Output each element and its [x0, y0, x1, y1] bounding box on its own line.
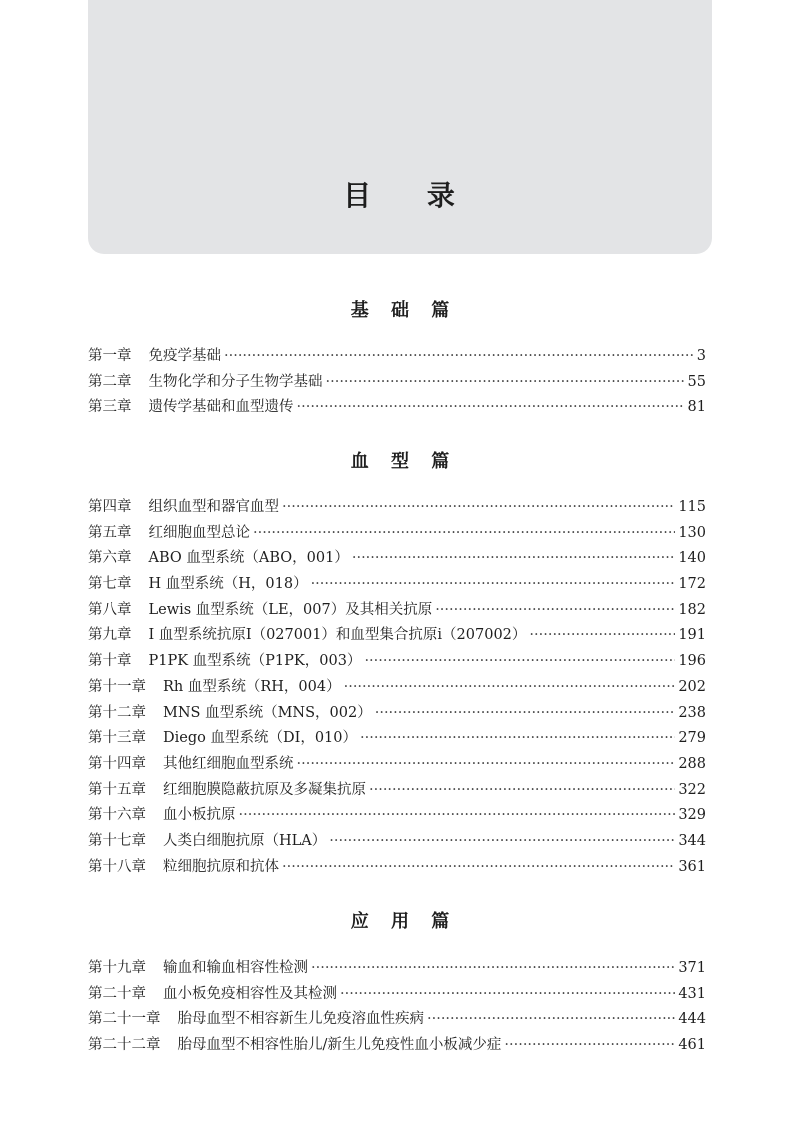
chapter-title: 血小板抗原 [163, 807, 236, 824]
chapter-title: 其他红细胞血型系统 [163, 755, 294, 772]
chapter-number: 第二十二章 [88, 1037, 161, 1054]
dot-leader [529, 623, 675, 649]
toc-entry[interactable] [88, 344, 706, 370]
page-number: 81 [687, 399, 706, 416]
toc-entry[interactable] [88, 701, 706, 727]
chapter-number: 第八章 [88, 601, 132, 618]
page-number: 361 [678, 858, 706, 875]
section-title-blood-group: 血 型 篇 [350, 451, 450, 472]
chapter-title: MNS 血型系统（MNS，002） [163, 704, 372, 721]
dot-leader [282, 495, 675, 521]
dot-leader [311, 572, 676, 598]
chapter-title: Rh 血型系统（RH，004） [163, 678, 341, 695]
toc-entry[interactable] [88, 649, 706, 675]
dot-leader [253, 521, 675, 547]
dot-leader [344, 675, 676, 701]
chapter-title: 生物化学和分子生物学基础 [148, 373, 323, 390]
dot-leader [297, 752, 676, 778]
page-number: 140 [678, 550, 706, 567]
chapter-title: Lewis 血型系统（LE，007）及其相关抗原 [148, 601, 433, 618]
dot-leader [375, 701, 676, 727]
dot-leader [369, 778, 675, 804]
dot-leader [435, 598, 675, 624]
chapter-title: 输血和输血相容性检测 [163, 960, 308, 976]
page-number: 344 [678, 832, 706, 849]
page-number: 55 [687, 373, 706, 390]
toc-entry[interactable] [88, 829, 706, 855]
chapter-number: 第十三章 [88, 730, 146, 747]
chapter-number: 第九章 [88, 627, 132, 644]
chapter-title: P1PK 血型系统（P1PK，003） [148, 653, 362, 670]
toc-entry[interactable] [88, 803, 706, 829]
chapter-number: 第十七章 [88, 832, 146, 849]
dot-leader [340, 982, 675, 1008]
toc-entry[interactable] [88, 752, 706, 778]
chapter-number: 第六章 [88, 550, 132, 567]
page-number: 329 [678, 807, 706, 824]
page-number: 191 [678, 627, 706, 644]
chapter-number: 第十一章 [88, 678, 146, 695]
chapter-number: 第一章 [88, 348, 132, 364]
dot-leader [329, 829, 675, 855]
toc-entry[interactable] [88, 778, 706, 804]
page-number: 288 [678, 755, 706, 772]
toc-entry[interactable] [88, 521, 706, 547]
toc-entry[interactable] [88, 495, 706, 521]
chapter-title: 粒细胞抗原和抗体 [163, 858, 279, 875]
dot-leader [326, 370, 685, 396]
toc-entry[interactable] [88, 982, 706, 1008]
chapter-title: Diego 血型系统（DI，010） [163, 730, 357, 747]
page-number: 461 [678, 1037, 706, 1054]
chapter-title: 胎母血型不相容性胎儿/新生儿免疫性血小板减少症 [177, 1037, 502, 1054]
page-number: 238 [678, 704, 706, 721]
toc-entry[interactable] [88, 623, 706, 649]
toc-entry[interactable] [88, 726, 706, 752]
header-band [88, 0, 712, 254]
chapter-title: ABO 血型系统（ABO，001） [148, 550, 349, 567]
page-number: 182 [678, 601, 706, 618]
chapter-number: 第十四章 [88, 755, 146, 772]
chapter-number: 第十六章 [88, 807, 146, 824]
toc-entry[interactable] [88, 675, 706, 701]
dot-leader [282, 855, 675, 881]
dot-leader [360, 726, 675, 752]
page-number: 322 [678, 781, 706, 798]
chapter-number: 第四章 [88, 499, 132, 515]
chapter-number: 第七章 [88, 576, 132, 593]
chapter-number: 第二十一章 [88, 1011, 161, 1028]
dot-leader [352, 546, 675, 572]
chapter-title: 组织血型和器官血型 [148, 499, 279, 515]
chapter-number: 第三章 [88, 399, 132, 416]
dot-leader [427, 1007, 675, 1033]
dot-leader [504, 1033, 675, 1059]
section-title-basic: 基 础 篇 [350, 300, 450, 321]
chapter-title: 胎母血型不相容新生儿免疫溶血性疾病 [177, 1011, 424, 1028]
page-number: 196 [678, 653, 706, 670]
page-number: 115 [678, 499, 706, 515]
toc-entry[interactable] [88, 855, 706, 881]
chapter-title: 红细胞膜隐蔽抗原及多凝集抗原 [163, 781, 366, 798]
page-number: 202 [678, 678, 706, 695]
page-number: 3 [696, 348, 706, 364]
chapter-title: 人类白细胞抗原（HLA） [163, 832, 327, 849]
chapter-number: 第十九章 [88, 960, 146, 976]
toc-entry[interactable] [88, 956, 706, 982]
dot-leader [311, 956, 675, 982]
toc-section-application [88, 956, 706, 1059]
toc-entry[interactable] [88, 370, 706, 396]
page-number: 130 [678, 524, 706, 541]
dot-leader [224, 344, 694, 370]
chapter-title: I 血型系统抗原I（027001）和血型集合抗原i（207002） [148, 627, 527, 644]
page-number: 444 [678, 1011, 706, 1028]
page-title: 目 录 [343, 179, 457, 212]
page-number: 172 [678, 576, 706, 593]
chapter-title: 血小板免疫相容性及其检测 [163, 985, 337, 1002]
toc-section-basic [88, 344, 706, 421]
chapter-number: 第二章 [88, 373, 132, 390]
dot-leader [239, 803, 676, 829]
chapter-number: 第十二章 [88, 704, 146, 721]
chapter-title: H 血型系统（H，018） [148, 576, 308, 593]
chapter-number: 第十八章 [88, 858, 146, 875]
toc-section-blood-group [88, 495, 706, 880]
chapter-title: 红细胞血型总论 [148, 524, 250, 541]
dot-leader [297, 395, 685, 421]
chapter-number: 第十章 [88, 653, 132, 670]
page-number: 431 [678, 985, 706, 1002]
toc-entry[interactable] [88, 1007, 706, 1033]
toc-entry[interactable] [88, 1033, 706, 1059]
toc-entry[interactable] [88, 572, 706, 598]
chapter-number: 第五章 [88, 524, 132, 541]
toc-entry[interactable] [88, 395, 706, 421]
page-number: 371 [678, 960, 706, 976]
dot-leader [364, 649, 675, 675]
chapter-number: 第十五章 [88, 781, 146, 798]
page-number: 279 [678, 730, 706, 747]
toc-entry[interactable] [88, 598, 706, 624]
toc-entry[interactable] [88, 546, 706, 572]
section-title-application: 应 用 篇 [350, 911, 450, 932]
chapter-title: 免疫学基础 [148, 348, 221, 364]
chapter-number: 第二十章 [88, 985, 146, 1002]
chapter-title: 遗传学基础和血型遗传 [148, 399, 294, 416]
